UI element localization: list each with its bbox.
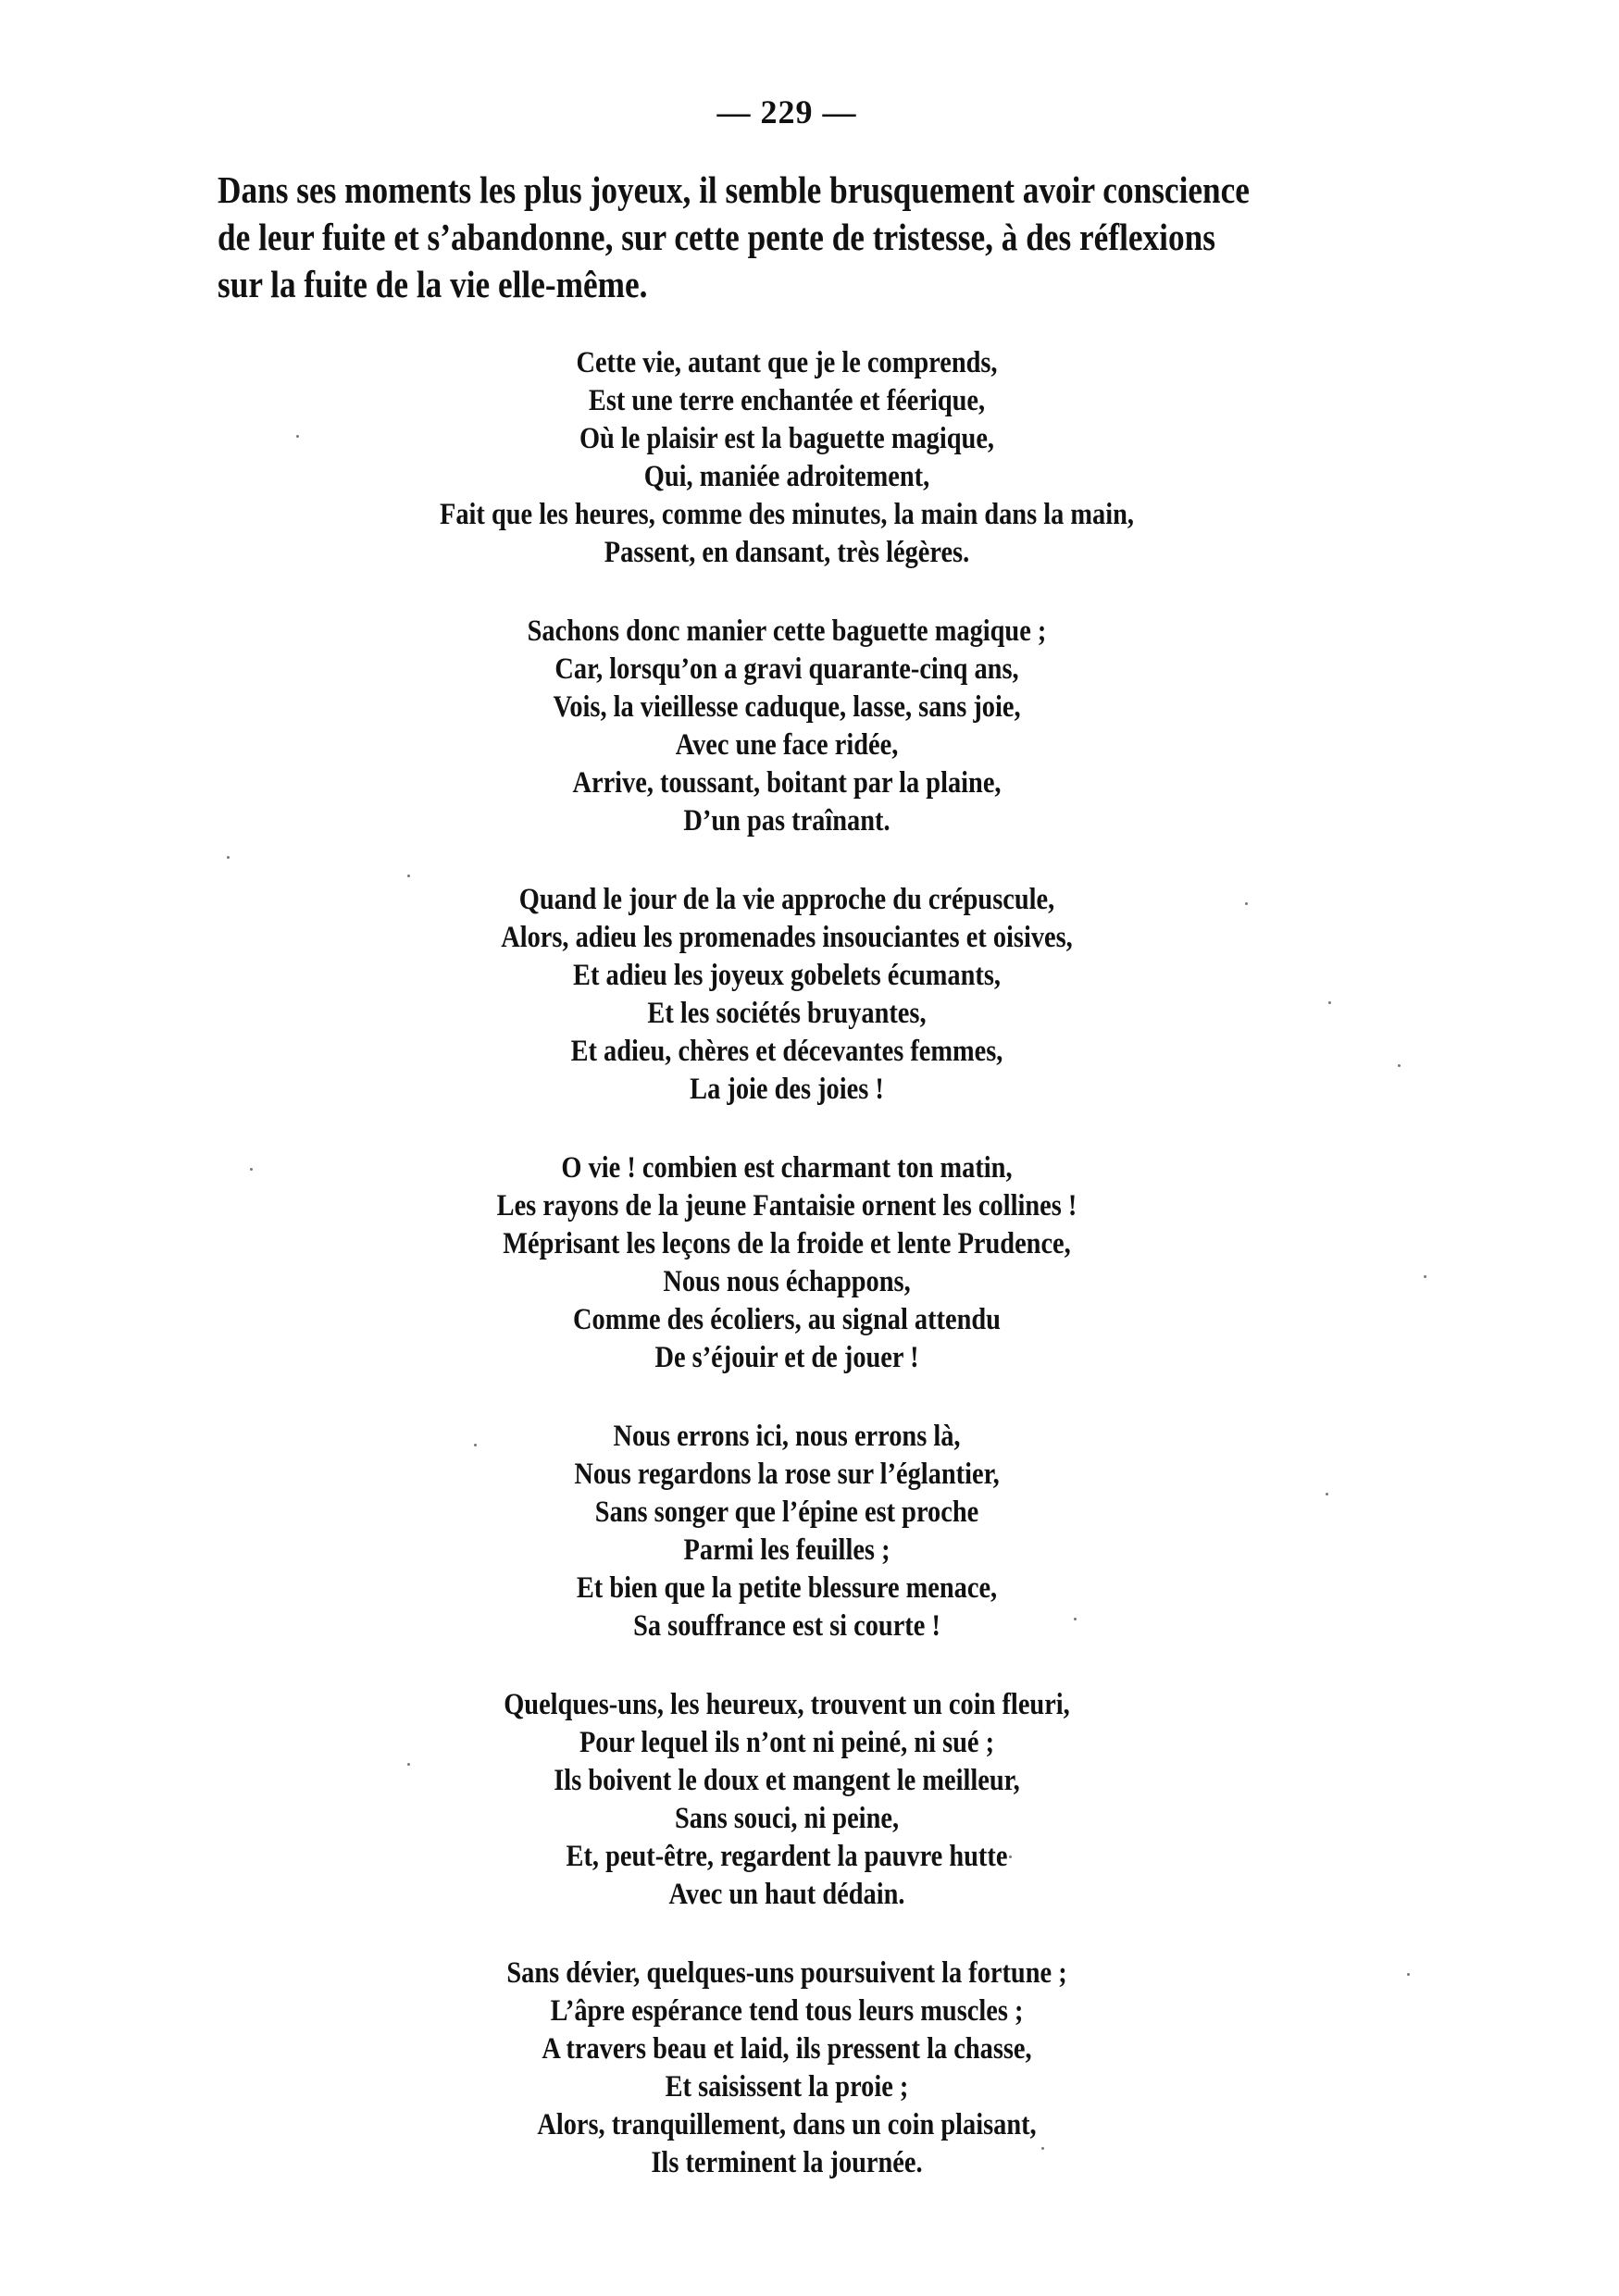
verse-line: L’âpre espérance tend tous leurs muscles ; [550,1994,1024,2028]
verse-line: Sans souci, ni peine, [674,1802,900,1835]
verse-line: Et adieu, chères et décevantes femmes, [570,1035,1003,1068]
verse-line: Alors, tranquillement, dans un coin plaisant, [537,2108,1037,2141]
verse-line: Nous regardons la rose sur l’églantier, [574,1458,1000,1491]
stanza-7 [0,1955,1574,2182]
verse-line: Où le plaisir est la baguette magique, [579,422,995,455]
scan-speck [474,1444,477,1446]
stanza-4 [0,1149,1574,1377]
scan-speck [1245,902,1248,905]
verse-line: O vie ! combien est charmant ton matin, [561,1151,1013,1185]
verse-line: D’un pas traînant. [683,804,890,838]
verse-line: Et, peut-être, regardent la pauvre hutte [566,1840,1008,1873]
verse-line: Nous nous échappons, [663,1265,911,1298]
verse-line: Arrive, toussant, boitant par la plaine, [572,766,1002,800]
verse-line: Car, lorsqu’on a gravi quarante-cinq ans, [554,652,1019,686]
verse-line: A travers beau et laid, ils pressent la chasse, [542,2032,1032,2066]
verse-line: Quand le jour de la vie approche du crépuscule, [518,883,1055,916]
verse-line: Est une terre enchantée et féerique, [588,384,986,417]
verse-line: Pour lequel ils n’ont ni peiné, ni sué ; [579,1726,995,1759]
scan-speck [227,856,230,859]
verse-line: Et adieu les joyeux gobelets écumants, [573,959,1001,992]
intro-line: sur la fuite de la vie elle-même. [218,263,648,305]
verse-line: Avec un haut dédain. [668,1878,905,1911]
scan-speck [1041,2147,1044,2150]
verse-line: Sa souffrance est si courte ! [633,1609,940,1643]
verse-line: Sans songer que l’épine est proche [594,1496,979,1529]
verse-line: Et les sociétés bruyantes, [647,997,927,1030]
scan-speck [1328,1001,1331,1004]
verse-line: Sachons donc manier cette baguette magique ; [527,614,1047,648]
scan-speck [407,875,410,877]
scan-speck [250,1168,253,1171]
stanza-6 [0,1686,1574,1914]
intro-line: de leur fuite et s’abandonne, sur cette pente de tristesse, à des réflexions [218,216,1215,258]
stanza-3 [0,881,1574,1109]
intro-paragraph [218,167,1364,308]
stanza-1 [0,344,1574,572]
scan-speck [1407,1973,1410,1976]
verse-line: Nous errons ici, nous errons là, [613,1420,961,1453]
verse-line: Et saisissent la proie ; [665,2070,909,2104]
verse-line: Et bien que la petite blessure menace, [576,1571,998,1605]
verse-line: Qui, maniée adroitement, [643,460,930,493]
verse-line: Ils boivent le doux et mangent le meilleur, [554,1764,1020,1797]
verse-line: Passent, en dansant, très légères. [604,536,970,569]
verse-line: Ils terminent la journée. [651,2146,923,2179]
verse-line: Cette vie, autant que je le comprends, [576,346,998,379]
verse-line: Les rayons de la jeune Fantaisie ornent les collines ! [496,1189,1077,1222]
stanza-2 [0,613,1574,840]
verse-line: Alors, adieu les promenades insouciantes et oisives, [501,921,1073,954]
scan-speck [1424,1275,1426,1278]
scan-speck [1074,1618,1077,1620]
scan-speck [407,1763,410,1766]
poem [0,344,1574,2223]
verse-line: Méprisant les leçons de la froide et lente Prudence, [503,1227,1071,1260]
verse-line: Avec une face ridée, [675,728,899,762]
verse-line: Comme des écoliers, au signal attendu [573,1303,1001,1336]
verse-line: Sans dévier, quelques-uns poursuivent la fortune ; [506,1956,1067,1990]
intro-line: Dans ses moments les plus joyeux, il semble brusquement avoir conscience [218,168,1250,211]
verse-line: La joie des joies ! [690,1073,884,1106]
scan-speck [1398,1064,1401,1067]
verse-line: De s’éjouir et de jouer ! [654,1341,919,1374]
verse-line: Parmi les feuilles ; [683,1533,890,1567]
stanza-5 [0,1418,1574,1645]
verse-line: Fait que les heures, comme des minutes, la main dans la main, [439,498,1135,531]
scan-speck [1326,1493,1328,1496]
scan-speck [296,435,299,438]
verse-line: Vois, la vieillesse caduque, lasse, sans joie, [553,690,1021,724]
verse-line: Quelques-uns, les heureux, trouvent un coin fleuri, [504,1688,1070,1721]
page-number: — 229 — [716,93,857,130]
scan-speck [1009,1855,1012,1858]
